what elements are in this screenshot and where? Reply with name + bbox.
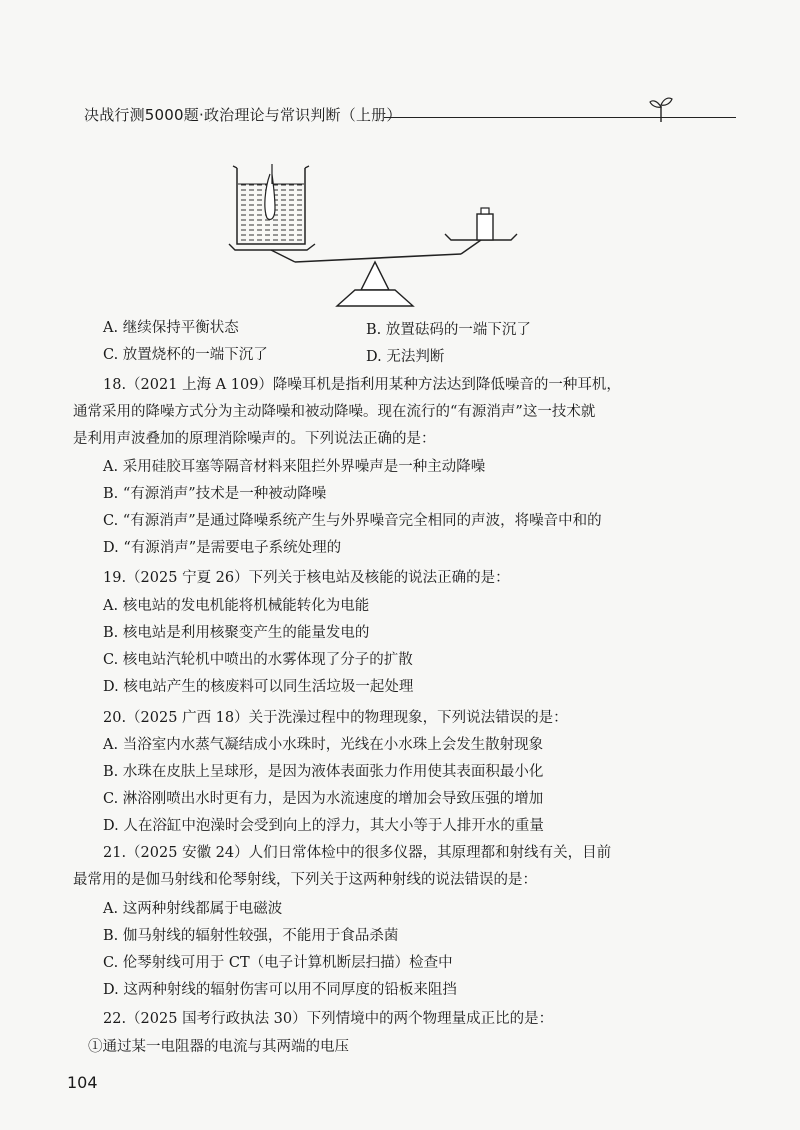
question-18-stem — [73, 372, 693, 453]
question-stem-line: 通常采用的降噪方式分为主动降噪和被动降噪。现在流行的“有源消声”这一技术就 — [73, 404, 596, 420]
question-22-stem: 22.（2025 国考行政执法 30）下列情境中的两个物理量成正比的是： — [103, 1011, 554, 1027]
prev-option-b: B. 放置砝码的一端下沉了 — [366, 322, 531, 338]
question-stem-line: 21.（2025 安徽 24）人们日常体检中的很多仪器，其原理都和射线有关，目前 — [103, 845, 612, 861]
question-19-option-d: D. 核电站产生的核废料可以同生活垃圾一起处理 — [103, 679, 414, 695]
question-20-option-c: C. 淋浴刚喷出水时更有力，是因为水流速度的增加会导致压强的增加 — [103, 791, 544, 807]
question-19-stem: 19.（2025 宁夏 26）下列关于核电站及核能的说法正确的是： — [103, 570, 510, 586]
balance-scale-figure — [225, 158, 525, 310]
prev-option-a: A. 继续保持平衡状态 — [103, 320, 239, 336]
running-header — [84, 104, 684, 128]
question-20-option-d: D. 人在浴缸中泡澡时会受到向上的浮力，其大小等于人排开水的重量 — [103, 818, 544, 834]
question-22-item-1: ①通过某一电阻器的电流与其两端的电压 — [88, 1039, 349, 1055]
question-stem-line: 18.（2021 上海 A 109）降噪耳机是指利用某种方法达到降低噪音的一种耳机， — [103, 377, 621, 393]
question-18-option-a: A. 采用硅胶耳塞等隔音材料来阻拦外界噪声是一种主动降噪 — [103, 459, 486, 475]
question-21-stem — [73, 840, 693, 894]
beaker-illustration — [233, 164, 309, 244]
question-19-option-a: A. 核电站的发电机能将机械能转化为电能 — [103, 598, 370, 614]
question-stem-line: 是利用声波叠加的原理消除噪声的。下列说法正确的是： — [73, 431, 436, 447]
question-19-option-b: B. 核电站是利用核聚变产生的能量发电的 — [103, 625, 370, 641]
prev-option-d: D. 无法判断 — [366, 349, 445, 365]
header-rule — [384, 117, 736, 118]
question-20-option-a: A. 当浴室内水蒸气凝结成小水珠时，光线在小水珠上会发生散射现象 — [103, 737, 544, 753]
question-21-option-a: A. 这两种射线都属于电磁波 — [103, 901, 283, 917]
question-19-option-c: C. 核电站汽轮机中喷出的水雾体现了分子的扩散 — [103, 652, 413, 668]
question-21-option-b: B. 伽马射线的辐射性较强，不能用于食品杀菌 — [103, 928, 399, 944]
question-18-option-b: B. “有源消声”技术是一种被动降噪 — [103, 486, 327, 502]
question-18-option-d: D. “有源消声”是需要电子系统处理的 — [103, 540, 342, 556]
question-20-option-b: B. 水珠在皮肤上呈球形，是因为液体表面张力作用使其表面积最小化 — [103, 764, 544, 780]
sprout-icon — [648, 94, 674, 124]
question-21-option-d: D. 这两种射线的辐射伤害可以用不同厚度的铅板来阻挡 — [103, 982, 457, 998]
page-number: 104 — [67, 1073, 98, 1092]
prev-option-c: C. 放置烧杯的一端下沉了 — [103, 347, 268, 363]
question-stem-line: 最常用的是伽马射线和伦琴射线，下列关于这两种射线的说法错误的是： — [73, 872, 537, 888]
header-title: 决战行测5000题·政治理论与常识判断（上册） — [84, 106, 402, 124]
question-20-stem: 20.（2025 广西 18）关于洗澡过程中的物理现象，下列说法错误的是： — [103, 710, 568, 726]
question-18-option-c: C. “有源消声”是通过降噪系统产生与外界噪音完全相同的声波，将噪音中和的 — [103, 513, 602, 529]
question-21-option-c: C. 伦琴射线可用于 CT（电子计算机断层扫描）检查中 — [103, 955, 453, 971]
